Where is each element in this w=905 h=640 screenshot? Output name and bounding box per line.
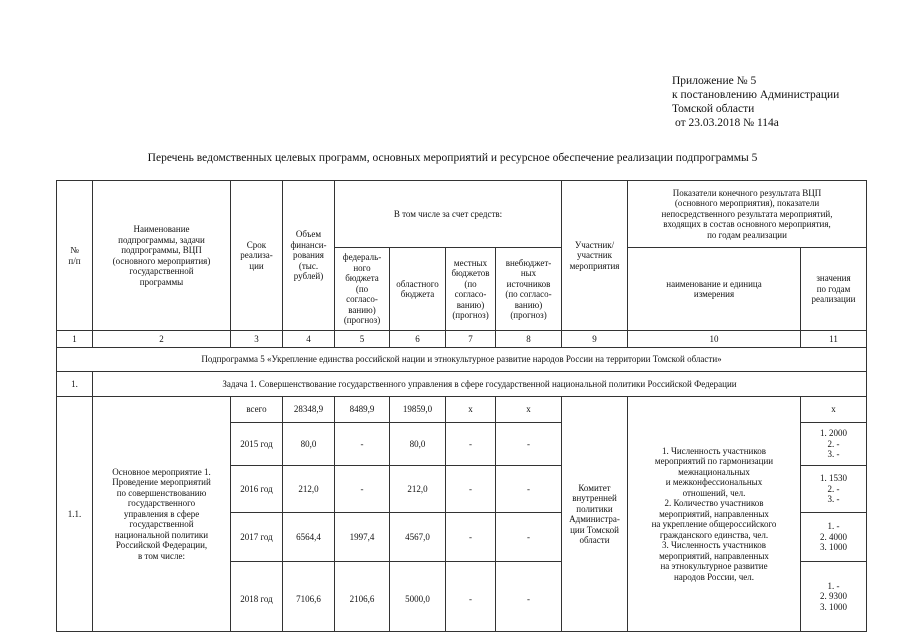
- appendix-line-1: Приложение № 5: [672, 75, 757, 87]
- col-number: 11: [801, 331, 867, 348]
- header-indicators-group: Показатели конечного результата ВЦП (основного мероприятия), показатели непосредственного результата мероприятий, входящих в состав основного мероприятия, по годам реализации: [628, 181, 867, 248]
- federal-cell: -: [335, 466, 390, 513]
- regional-cell: 212,0: [390, 466, 446, 513]
- period-cell: 2017 год: [231, 513, 283, 562]
- local-cell: -: [446, 513, 496, 562]
- header-funds-group: В том числе за счет средств:: [335, 181, 562, 248]
- col-number: 9: [562, 331, 628, 348]
- participant-cell: Комитет внутренней политики Администра- ции Томской области: [562, 397, 628, 632]
- values-cell: 1. 1530 2. - 3. -: [801, 466, 867, 513]
- values-cell: 1. - 2. 9300 3. 1000: [801, 562, 867, 632]
- header-period: Срок реализа- ции: [231, 181, 283, 331]
- values-cell: 1. - 2. 4000 3. 1000: [801, 513, 867, 562]
- col-number: 10: [628, 331, 801, 348]
- values-cell: х: [801, 397, 867, 423]
- regional-cell: 5000,0: [390, 562, 446, 632]
- local-cell: х: [446, 397, 496, 423]
- header-indicator-values: значения по годам реализации: [801, 248, 867, 331]
- header-regional: областного бюджета: [390, 248, 446, 331]
- header-extra: внебюджет- ных источников (по согласо- ванию) (прогноз): [496, 248, 562, 331]
- document-title: Перечень ведомственных целевых программ, основных мероприятий и ресурсное обеспечение реализации подпрограммы 5: [147, 152, 758, 164]
- extra-cell: -: [496, 513, 562, 562]
- activity-name: Основное мероприятие 1. Проведение мероприятий по совершенствованию государственного управления в сфере государственной национальной политики Российской Федерации, в том числе:: [93, 397, 231, 632]
- federal-cell: 8489,9: [335, 397, 390, 423]
- table-row: [57, 397, 867, 423]
- total-cell: 212,0: [283, 466, 335, 513]
- federal-cell: 2106,6: [335, 562, 390, 632]
- subprogram-title: Подпрограмма 5 «Укрепление единства российской нации и этнокультурное развитие народов России на территории Томской области»: [57, 348, 867, 372]
- total-cell: 6564,4: [283, 513, 335, 562]
- local-cell: -: [446, 466, 496, 513]
- period-cell: 2015 год: [231, 423, 283, 466]
- total-cell: 80,0: [283, 423, 335, 466]
- indicator-names: 1. Численность участников мероприятий по гармонизации межнациональных и межконфессиональных отношений, чел. 2. Количество участников мероприятий, направленных на укрепление общероссийского гражданского единства, чел. 3. Численность участников мероприятий, направленных на этнокультурное развитие народов России, чел.: [628, 397, 801, 632]
- task-number: 1.: [57, 372, 93, 397]
- column-number-row: [57, 331, 867, 348]
- appendix-line-4: от 23.03.2018 № 114а: [675, 117, 779, 129]
- extra-cell: -: [496, 562, 562, 632]
- col-number: 2: [93, 331, 231, 348]
- col-number: 6: [390, 331, 446, 348]
- appendix-line-2: к постановлению Администрации: [672, 89, 840, 101]
- appendix-block: [672, 74, 839, 130]
- header-federal: федераль- ного бюджета (по согласо- ванию) (прогноз): [335, 248, 390, 331]
- header-volume: Объем финанси- рования (тыс. рублей): [283, 181, 335, 331]
- values-cell: 1. 2000 2. - 3. -: [801, 423, 867, 466]
- col-number: 1: [57, 331, 93, 348]
- col-number: 4: [283, 331, 335, 348]
- header-indicator-name: наименование и единица измерения: [628, 248, 801, 331]
- local-cell: -: [446, 423, 496, 466]
- program-table: [56, 180, 867, 632]
- local-cell: -: [446, 562, 496, 632]
- header-name: Наименование подпрограммы, задачи подпрограммы, ВЦП (основного мероприятия) государственной программы: [93, 181, 231, 331]
- regional-cell: 19859,0: [390, 397, 446, 423]
- period-cell: 2016 год: [231, 466, 283, 513]
- task-title: Задача 1. Совершенствование государственного управления в сфере государственной национальной политики Российской Федерации: [93, 372, 867, 397]
- header-local: местных бюджетов (по согласо- ванию) (прогноз): [446, 248, 496, 331]
- federal-cell: 1997,4: [335, 513, 390, 562]
- activity-number: 1.1.: [57, 397, 93, 632]
- col-number: 3: [231, 331, 283, 348]
- period-cell: всего: [231, 397, 283, 423]
- header-participant: Участник/ участник мероприятия: [562, 181, 628, 331]
- appendix-line-3: Томской области: [672, 103, 755, 115]
- regional-cell: 4567,0: [390, 513, 446, 562]
- regional-cell: 80,0: [390, 423, 446, 466]
- header-num: № п/п: [57, 181, 93, 331]
- period-cell: 2018 год: [231, 562, 283, 632]
- federal-cell: -: [335, 423, 390, 466]
- extra-cell: х: [496, 397, 562, 423]
- col-number: 5: [335, 331, 390, 348]
- extra-cell: -: [496, 423, 562, 466]
- extra-cell: -: [496, 466, 562, 513]
- total-cell: 28348,9: [283, 397, 335, 423]
- col-number: 8: [496, 331, 562, 348]
- col-number: 7: [446, 331, 496, 348]
- total-cell: 7106,6: [283, 562, 335, 632]
